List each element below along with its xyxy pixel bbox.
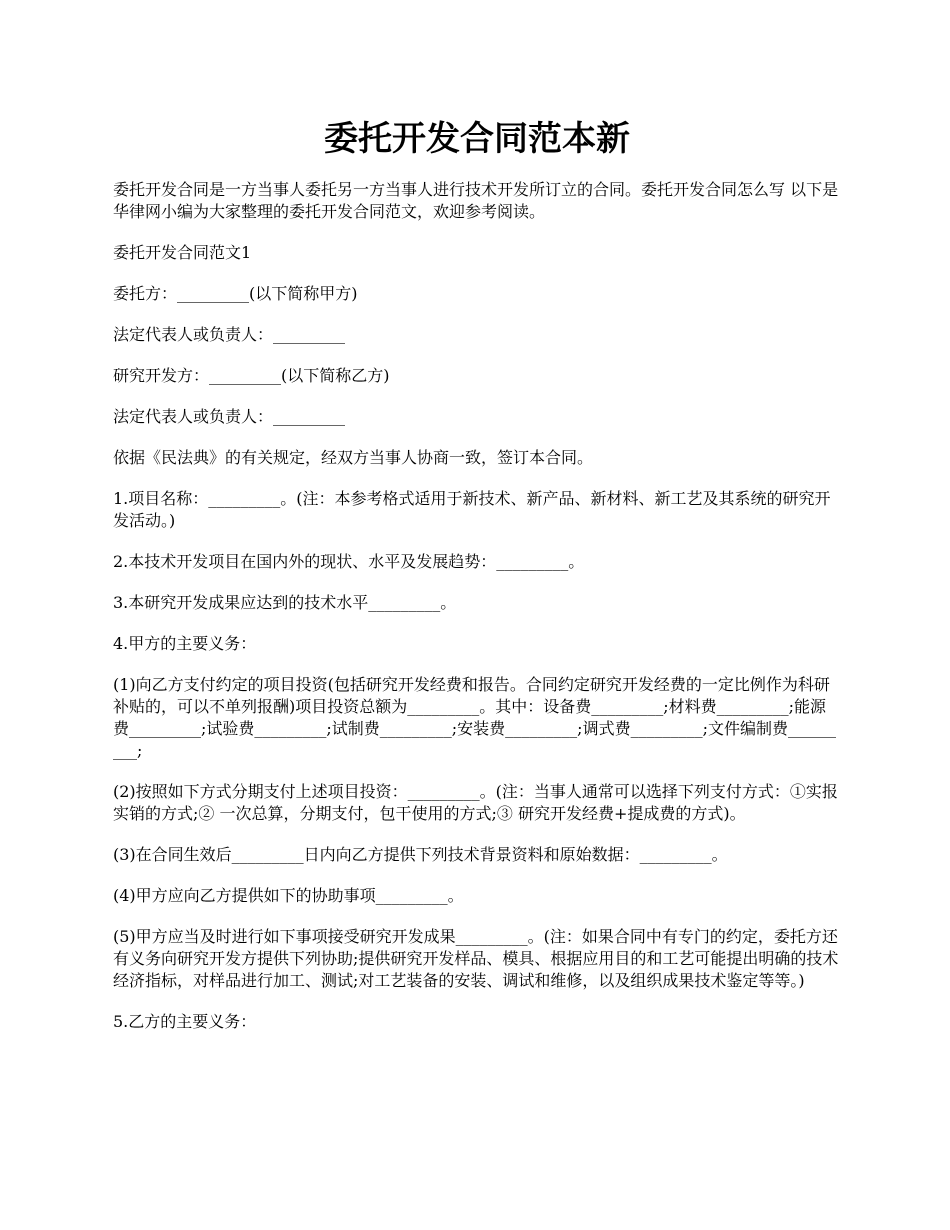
developer-representative-line: 法定代表人或负责人：_________	[113, 407, 346, 426]
clause-4-4-assistance: (4)甲方应向乙方提供如下的协助事项_________。	[113, 886, 464, 905]
document-page	[113, 0, 841, 1033]
clause-3-technical-level: 3.本研究开发成果应达到的技术水平_________。	[113, 593, 457, 612]
clause-4-1-investment: (1)向乙方支付约定的项目投资(包括研究开发经费和报告。合同约定研究开发经费的一定比例作为科研补贴的，可以不单列报酬)项目投资总额为_________。其中：设备费_________;材料费_________;能源费_________;试验费_________;试制费_________;安装费_________;调式费_________;文件编制费_________;	[113, 675, 836, 760]
clause-5-heading: 5.乙方的主要义务：	[113, 1012, 257, 1031]
clause-2-project-status: 2.本技术开发项目在国内外的现状、水平及发展趋势：_________。	[113, 552, 585, 571]
document-title: 委托开发合同范本新	[324, 119, 630, 159]
clause-4-5-acceptance: (5)甲方应当及时进行如下事项接受研究开发成果_________。(注：如果合同中有专门的约定，委托方还有义务向研究开发方提供下列协助;提供研究开发样品、模具、根据应用目的和工艺可能提出明确的技术经济指标，对样品进行加工、测试;对工艺装备的安装、调试和维修，以及组织成果技术鉴定等等。)	[113, 927, 839, 990]
legal-basis-paragraph: 依据《民法典》的有关规定，经双方当事人协商一致，签订本合同。	[113, 448, 594, 467]
sample-heading: 委托开发合同范文1	[113, 243, 252, 262]
client-party-line: 委托方：_________(以下简称甲方)	[113, 284, 358, 303]
client-representative-line: 法定代表人或负责人：_________	[113, 325, 346, 344]
developer-party-line: 研究开发方：_________(以下简称乙方)	[113, 366, 390, 385]
clause-4-heading: 4.甲方的主要义务：	[113, 634, 257, 653]
intro-paragraph: 委托开发合同是一方当事人委托另一方当事人进行技术开发所订立的合同。委托开发合同怎么写 以下是华律网小编为大家整理的委托开发合同范文，欢迎参考阅读。	[113, 180, 839, 221]
clause-4-3-materials: (3)在合同生效后_________日内向乙方提供下列技术背景资料和原始数据：_________。	[113, 845, 728, 864]
clause-4-2-payment: (2)按照如下方式分期支付上述项目投资：_________。(注：当事人通常可以选择下列支付方式：①实报实销的方式;② 一次总算，分期支付，包干使用的方式;③ 研究开发经费+提成费的方式)。	[113, 782, 838, 823]
clause-1-project-name: 1.项目名称：_________。(注：本参考格式适用于新技术、新产品、新材料、新工艺及其系统的研究开发活动。)	[113, 489, 831, 530]
